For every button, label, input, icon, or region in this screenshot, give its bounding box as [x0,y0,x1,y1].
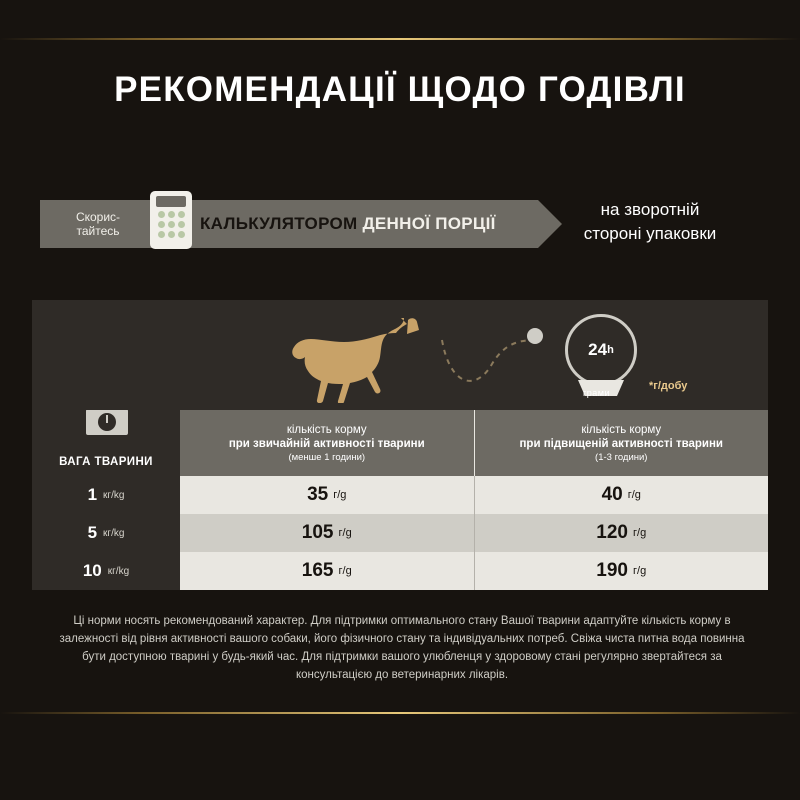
table-rows [32,476,768,590]
clock-unit: h [607,344,614,356]
row-normal-unit: г/g [338,527,352,539]
calculator-label-light: ДЕННОЇ ПОРЦІЇ [362,214,496,233]
row-weight-value: 1 [87,485,98,504]
table-row [32,552,768,590]
column-header-normal-line3: (менше 1 години) [288,451,366,463]
row-weight-unit: кг/kg [103,489,125,501]
row-active-cell [475,476,769,514]
calculator-pretext-line1: Скорис- [75,210,121,224]
page-title: РЕКОМЕНДАЦІЇ ЩОДО ГОДІВЛІ [114,70,686,109]
row-weight-value: 10 [82,561,102,580]
row-active-cell [475,514,769,552]
illustration-strip [32,300,768,410]
food-unit-label: *г/добу [649,380,688,392]
package-side-note-line2: стороні упаковки [583,224,717,243]
row-normal-cell [180,476,474,514]
row-normal-value: 165 [301,560,334,581]
row-weight-cell [32,476,180,514]
row-weight-cell [32,514,180,552]
dog-silhouette-icon [257,318,447,403]
ball-icon [527,328,543,344]
row-active-cell [475,552,769,590]
column-header-normal-line1: кількість корму [286,423,367,436]
row-normal-unit: г/g [338,565,352,577]
clock-icon [565,314,637,386]
calculator-label-bold: КАЛЬКУЛЯТОРОМ [200,214,358,233]
calculator-icon [150,191,192,249]
row-normal-unit: г/g [333,489,347,501]
bowl-label: грами [583,388,611,398]
calculator-pretext-line2: тайтесь [76,224,120,238]
column-header-active-line3: (1-3 години) [595,451,648,463]
column-header-active [475,410,769,476]
row-normal-cell [180,552,474,590]
calculator-label [200,214,496,234]
column-header-normal-line2: при звичайній активності тварини [228,437,425,450]
row-active-unit: г/g [633,565,647,577]
feeding-table [32,300,768,590]
clock-value: 24 [588,340,608,359]
row-active-value: 40 [601,484,623,505]
row-active-unit: г/g [627,489,641,501]
row-active-unit: г/g [633,527,647,539]
bottom-gold-divider [0,712,800,714]
row-normal-value: 105 [301,522,334,543]
row-active-value: 120 [596,522,628,543]
footer-note: Ці норми носять рекомендований характер. Для підтримки оптимального стану Вашої тварини адаптуйте кількість корму в залежності від рівня активності вашого собаки, його фізичного стану та індивідуальних потреб. Свіжа чиста питна вода повинна бути доступною тварині у будь-який час. Для підтримки вашого улюбленця у здоровому стані регулярно звертайтеся за консультацією до ветеринарних лікарів. [59,615,745,681]
row-active-value: 190 [596,560,628,581]
calculator-keys [158,211,185,238]
row-weight-value: 5 [87,523,98,542]
row-normal-value: 35 [307,484,329,505]
calculator-ribbon[interactable] [40,200,538,248]
row-weight-cell [32,552,180,590]
column-header-active-line1: кількість корму [581,423,662,436]
package-side-note-line1: на зворотній [600,200,700,219]
table-column-headers [180,410,768,476]
calculator-screen [156,196,186,207]
column-header-active-line2: при підвищеній активності тварини [519,437,724,450]
top-gold-divider [0,38,800,40]
package-side-note [550,198,750,246]
calculator-pretext [40,210,150,238]
row-weight-unit: кг/kg [107,565,130,577]
row-normal-cell [180,514,474,552]
table-row [32,514,768,552]
row-weight-unit: кг/kg [103,527,125,539]
weight-column-header: ВАГА ТВАРИНИ [59,456,153,468]
table-row [32,476,768,514]
column-header-normal [180,410,474,476]
calculator-banner [40,192,760,258]
